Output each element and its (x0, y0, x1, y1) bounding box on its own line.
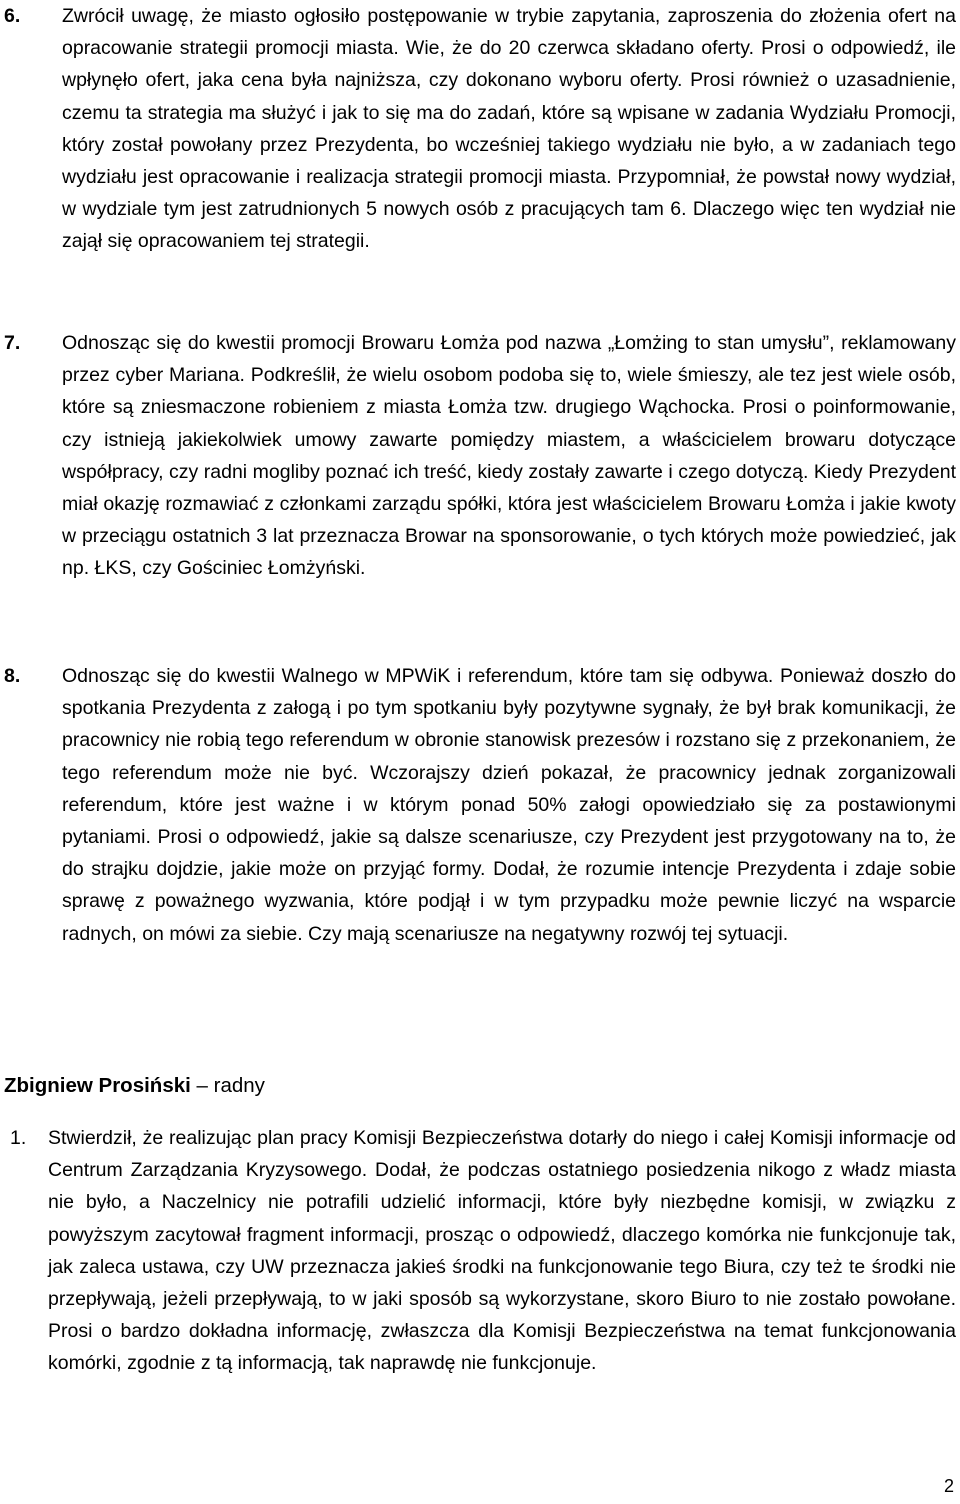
speaker-name: Zbigniew Prosiński (4, 1074, 191, 1097)
speaker-heading (4, 1070, 265, 1102)
item-number: 7. (4, 332, 21, 354)
item-text: Zwrócił uwagę, że miasto ogłosiło postępowanie w trybie zapytania, zaproszenia do złożenia ofert na opracowanie strategii promocji miasta. Wie, że do 20 czerwca składano oferty. Prosi o odpowiedź, ile wpłynęło ofert, jaka cena była najniższa, czy dokonano wyboru oferty. Prosi również o uzasadnienie, czemu ta strategia ma służyć i jak to się ma do zadań, które są wpisane w zadania Wydziału Promocji, który został powołany przez Prezydenta, bo wcześniej takiego wydziału nie było, a w zadaniach tego wydziału jest opracowanie i realizacja strategii promocji miasta. Przypomniał, że powstał nowy wydział, w wydziale tym jest zatrudnionych 5 nowych osób z pracujących tam 6. Dlaczego więc ten wydział nie zajął się opracowaniem tej strategii. (62, 5, 956, 253)
item-number: 6. (4, 5, 21, 27)
item-number: 8. (4, 665, 21, 687)
item-number: 1. (10, 1127, 27, 1149)
item-text: Odnosząc się do kwestii Walnego w MPWiK i referendum, które tam się odbywa. Ponieważ doszło do spotkania Prezydenta z załogą i po tym spotkaniu były pozytywne sygnały, że był brak komunikacji, że pracownicy nie robią tego referendum w obronie stanowisk prezesów i rozstano się z przekonaniem, że tego referendum może nie być. Wczorajszy dzień pokazał, że pracownicy jednak zorganizowali referendum, które jest ważne i w którym ponad 50% załogi opowiedziało się za postawionymi pytaniami. Prosi o odpowiedź, jakie są dalsze scenariusze, czy Prezydent jest przygotowany na to, że do strajku dojdzie, jakie może on przyjąć formy. Dodał, że rozumie intencje Prezydenta i zdaje sobie sprawę z poważnego wyzwania, które podjął i w tym przypadku może pewnie liczyć na wsparcie radnych, on mówi za siebie. Czy mają scenariusze na negatywny rozwój tej sytuacji. (62, 665, 956, 945)
item-text: Odnosząc się do kwestii promocji Browaru Łomża pod nazwa „Łomżing to stan umysłu”, reklamowany przez cyber Mariana. Podkreślił, że wielu osobom podoba się to, wiele śmieszy, ale tez jest wiele osób, które są zniesmaczone robieniem z miasta Łomża tzw. drugiego Wąchocka. Prosi o poinformowanie, czy istnieją jakiekolwiek umowy zawarte pomiędzy miastem, a właścicielem browaru dotyczące współpracy, czy radni mogliby poznać ich treść, kiedy zostały zawarte i czego dotyczą. Kiedy Prezydent miał okazję rozmawiać z członkami zarządu spółki, która jest właścicielem Browaru Łomża i jakie kwoty w przeciągu ostatnich 3 lat przeznacza Browar na sponsorowanie, o tych których może powiedzieć, jak np. ŁKS, czy Gościniec Łomżyński. (62, 332, 956, 580)
item-text: Stwierdził, że realizując plan pracy Komisji Bezpieczeństwa dotarły do niego i całej Komisji informacje od Centrum Zarządzania Kryzysowego. Dodał, że podczas ostatniego posiedzenia nikogo z władz miasta nie było, a Naczelnicy nie potrafili udzielić informacji, które były niezbędne komisji, w związku z powyższym zacytował fragment informacji, prosząc o odpowiedź, dlaczego komórka nie funkcjonuje tak, jak zaleca ustawa, czy UW przeznacza jakieś środki na funkcjonowanie tego Biura, czy też te środki nie przepływają, jeżeli przepływają, to w jaki sposób są wykorzystane, skoro Biuro to nie zostało powołane. Prosi o bardzo dokładna informację, zwłaszcza dla Komisji Bezpieczeństwa na temat funkcjonowania komórki, zgodnie z tą informacją, tak naprawdę nie funkcjonuje. (48, 1127, 956, 1375)
page-number: 2 (943, 1476, 954, 1496)
speaker-role: – radny (196, 1074, 265, 1097)
